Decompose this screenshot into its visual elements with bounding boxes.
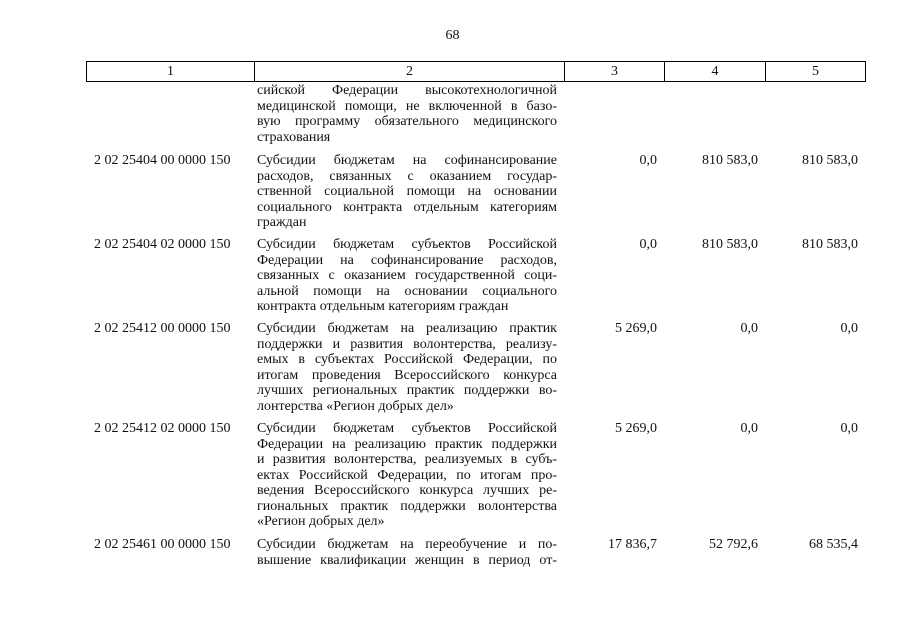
row-value-col3: 17 836,7 (608, 537, 657, 552)
description-line: контракта отдельным категориям граждан (257, 299, 509, 314)
description-line: Субсидии бюджетам на софинансирование (257, 153, 557, 168)
description-line: медицинской помощи, не включенной в базо- (257, 98, 557, 114)
description-line: итогам проведения Всероссийского конкурса (257, 367, 557, 383)
row-description (253, 421, 563, 530)
row-value-col3: 5 269,0 (615, 421, 657, 436)
description-line: социального контракта отдельным категориям (257, 199, 557, 215)
row-value-col4: 52 792,6 (709, 537, 758, 552)
row-description (253, 537, 563, 568)
description-line: гиональных практик поддержки волонтерства (257, 498, 557, 514)
row-code: 2 02 25461 00 0000 150 (94, 537, 231, 552)
table-row (86, 421, 866, 530)
column-header-1: 1 (167, 64, 174, 79)
description-line: Субсидии бюджетам субъектов Российской (257, 421, 557, 436)
row-value-col4: 0,0 (740, 321, 758, 336)
row-value-col5: 0,0 (840, 321, 858, 336)
row-value-col3: 0,0 (639, 237, 657, 252)
column-header-3: 3 (564, 62, 664, 81)
description-line: Субсидии бюджетам на переобучение и по- (257, 537, 557, 552)
table-row (86, 153, 866, 231)
row-code (86, 83, 253, 145)
row-value-col4 (663, 83, 764, 145)
row-value-col4: 810 583,0 (702, 237, 758, 252)
row-value-col3 (563, 83, 663, 145)
table-row (86, 321, 866, 414)
description-line: Субсидии бюджетам субъектов Российской (257, 237, 557, 252)
description-line: лучших региональных практик поддержки во- (257, 383, 557, 398)
description-line: ектах Российской Федерации, по итогам про- (257, 467, 557, 483)
description-line: ведения Всероссийского конкурса лучших ре- (257, 483, 557, 498)
table-row (86, 237, 866, 315)
row-value-col4: 0,0 (740, 421, 758, 436)
row-code: 2 02 25412 02 0000 150 (94, 421, 231, 436)
description-line: расходов, связанных с оказанием государ- (257, 168, 557, 184)
description-line: связанных с оказанием государственной соци- (257, 268, 557, 283)
description-line: Федерации на софинансирование расходов, (257, 252, 557, 268)
column-header-2: 2 (254, 62, 564, 81)
row-value-col5 (764, 83, 864, 145)
description-line: страхования (257, 129, 331, 145)
description-line: поддержки и развития волонтерства, реализу- (257, 336, 557, 352)
column-header-4: 4 (664, 62, 765, 81)
row-value-col5: 0,0 (840, 421, 858, 436)
description-line: Федерации на реализацию практик поддержки (257, 436, 557, 452)
description-line: «Регион добрых дел» (257, 514, 385, 529)
table-header-row (86, 61, 866, 82)
row-value-col5: 810 583,0 (802, 153, 858, 168)
row-description (253, 153, 563, 231)
description-line: альной помощи на основании социального (257, 283, 557, 299)
row-value-col5: 810 583,0 (802, 237, 858, 252)
description-line: граждан (257, 215, 307, 230)
row-code: 2 02 25404 00 0000 150 (94, 153, 231, 168)
row-description (253, 83, 563, 145)
description-line: вышение квалификации женщин в период от- (257, 552, 557, 568)
row-code: 2 02 25404 02 0000 150 (94, 237, 231, 252)
column-header-5: 5 (765, 62, 865, 81)
table-row-continuation (86, 83, 866, 145)
page-number: 68 (445, 28, 460, 43)
row-value-col3: 5 269,0 (615, 321, 657, 336)
row-value-col3: 0,0 (639, 153, 657, 168)
description-line: сийской Федерации высокотехнологичной (257, 83, 557, 98)
description-line: Субсидии бюджетам на реализацию практик (257, 321, 557, 336)
row-value-col4: 810 583,0 (702, 153, 758, 168)
description-line: вую программу обязательного медицинского (257, 114, 557, 129)
description-line: лонтерства «Регион добрых дел» (257, 398, 454, 414)
description-line: и развития волонтерства, реализуемых в субъ- (257, 452, 557, 467)
table-row (86, 537, 866, 568)
row-value-col5: 68 535,4 (809, 537, 858, 552)
row-description (253, 237, 563, 315)
row-code: 2 02 25412 00 0000 150 (94, 321, 231, 336)
row-description (253, 321, 563, 414)
description-line: емых в субъектах Российской Федерации, по (257, 352, 557, 367)
description-line: ственной социальной помощи на основании (257, 184, 557, 199)
